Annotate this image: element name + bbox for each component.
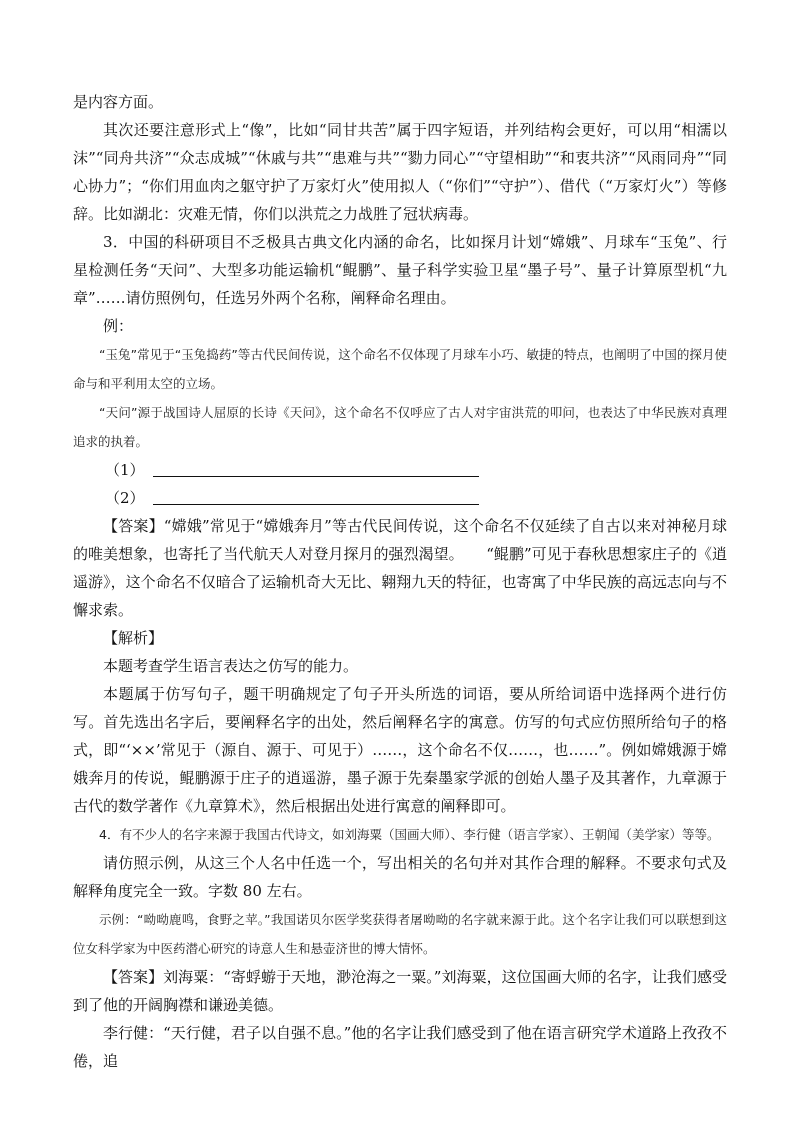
analysis-label: 【解析】	[103, 629, 164, 647]
analysis-line-1: 本题考查学生语言表达之仿写的能力。	[103, 657, 359, 675]
blank-underline-1	[153, 476, 479, 477]
answer-blank-2	[105, 484, 727, 512]
question-4-instruction: 请仿照示例，从这三个人名中任选一个，写出相关的名句并对其作合理的解释。不要求句式及解释角度完全一致。字数 80 左右。	[73, 854, 727, 900]
answer-3: 【答案】“嫦娥”常见于“嫦娥奔月”等古代民间传说，这个命名不仅延续了自古以来对神秘月球的唯美想象，也寄托了当代航天人对登月探月的强烈渴望。 “鲲鹏”可见于春秋思想家庄子的《逍遥游》，这个命名不仅暗合了运输机奇大无比、翱翔九天的特征，也寄寓了中华民族的高远志向与不懈求索。	[73, 517, 727, 619]
blank-label-2: （2）	[105, 489, 145, 507]
question-4: 4．有不少人的名字来源于我国古代诗文，如刘海粟（国画大师）、李行健（语言学家）、王朝闻（美学家）等等。	[99, 827, 720, 842]
example-label: 例：	[103, 317, 134, 335]
question-3: 3．中国的科研项目不乏极具古典文化内涵的命名，比如探月计划“嫦娥”、月球车“玉兔”、行星检测任务“天问”、大型多功能运输机“鲲鹏”、量子科学实验卫星“墨子号”、量子计算原型机“九章”……请仿照例句，任选另外两个名称，阐释命名理由。	[73, 233, 727, 307]
question-4-example: 示例：“呦呦鹿鸣，食野之苹。”我国诺贝尔医学奖获得者屠呦呦的名字就来源于此。这个名字让我们可以联想到这位女科学家为中医药潜心研究的诗意人生和悬壶济世的博大情怀。	[73, 912, 727, 956]
document-page	[73, 88, 727, 1075]
answer-4-liu: 【答案】刘海粟：“寄蜉蝣于天地，渺沧海之一粟。”刘海粟，这位国画大师的名字，让我们感受到了他的开阔胸襟和谦逊美德。	[73, 968, 727, 1014]
blank-label-1: （1）	[105, 461, 145, 479]
answer-blank-1	[105, 456, 727, 484]
blank-underline-2	[153, 504, 479, 505]
example-sentence-tianwen: “天问”源于战国诗人屈原的长诗《天问》，这个命名不仅呼应了古人对宇宙洪荒的叩问，也表达了中华民族对真理追求的执着。	[73, 405, 727, 449]
answer-4-li: 李行健：“天行健，君子以自强不息。”他的名字让我们感受到了他在语言研究学术道路上孜孜不倦，追	[73, 1024, 727, 1070]
paragraph-form-analysis: 其次还要注意形式上“像”，比如“同甘共苦”属于四字短语，并列结构会更好，可以用“相濡以沫”“同舟共济”“众志成城”“休戚与共”“患难与共”“勠力同心”“守望相助”“和衷共济”“风雨同舟”“同心协力”；“你们用血肉之躯守护了万家灯火”使用拟人（“你们”“守护”）、借代（“万家灯火”）等修辞。比如湖北：灾难无情，你们以洪荒之力战胜了冠状病毒。	[73, 121, 727, 223]
paragraph-intro-end: 是内容方面。	[73, 93, 164, 111]
example-sentence-yutu: “玉兔”常见于“玉兔捣药”等古代民间传说，这个命名不仅体现了月球车小巧、敏捷的特点，也阐明了中国的探月使命与和平利用太空的立场。	[73, 347, 727, 391]
analysis-line-2: 本题属于仿写句子，题干明确规定了句子开头所选的词语，要从所给词语中选择两个进行仿写。首先选出名字后，要阐释名字的出处，然后阐释名字的寓意。仿写的句式应仿照所给句子的格式，即“‘××’常见于（源自、源于、可见于）……，这个命名不仅……，也……”。例如嫦娥源于嫦娥奔月的传说，鲲鹏源于庄子的逍遥游，墨子源于先秦墨家学派的创始人墨子及其著作，九章源于古代的数学著作《九章算术》，然后根据出处进行寓意的阐释即可。	[73, 685, 727, 815]
